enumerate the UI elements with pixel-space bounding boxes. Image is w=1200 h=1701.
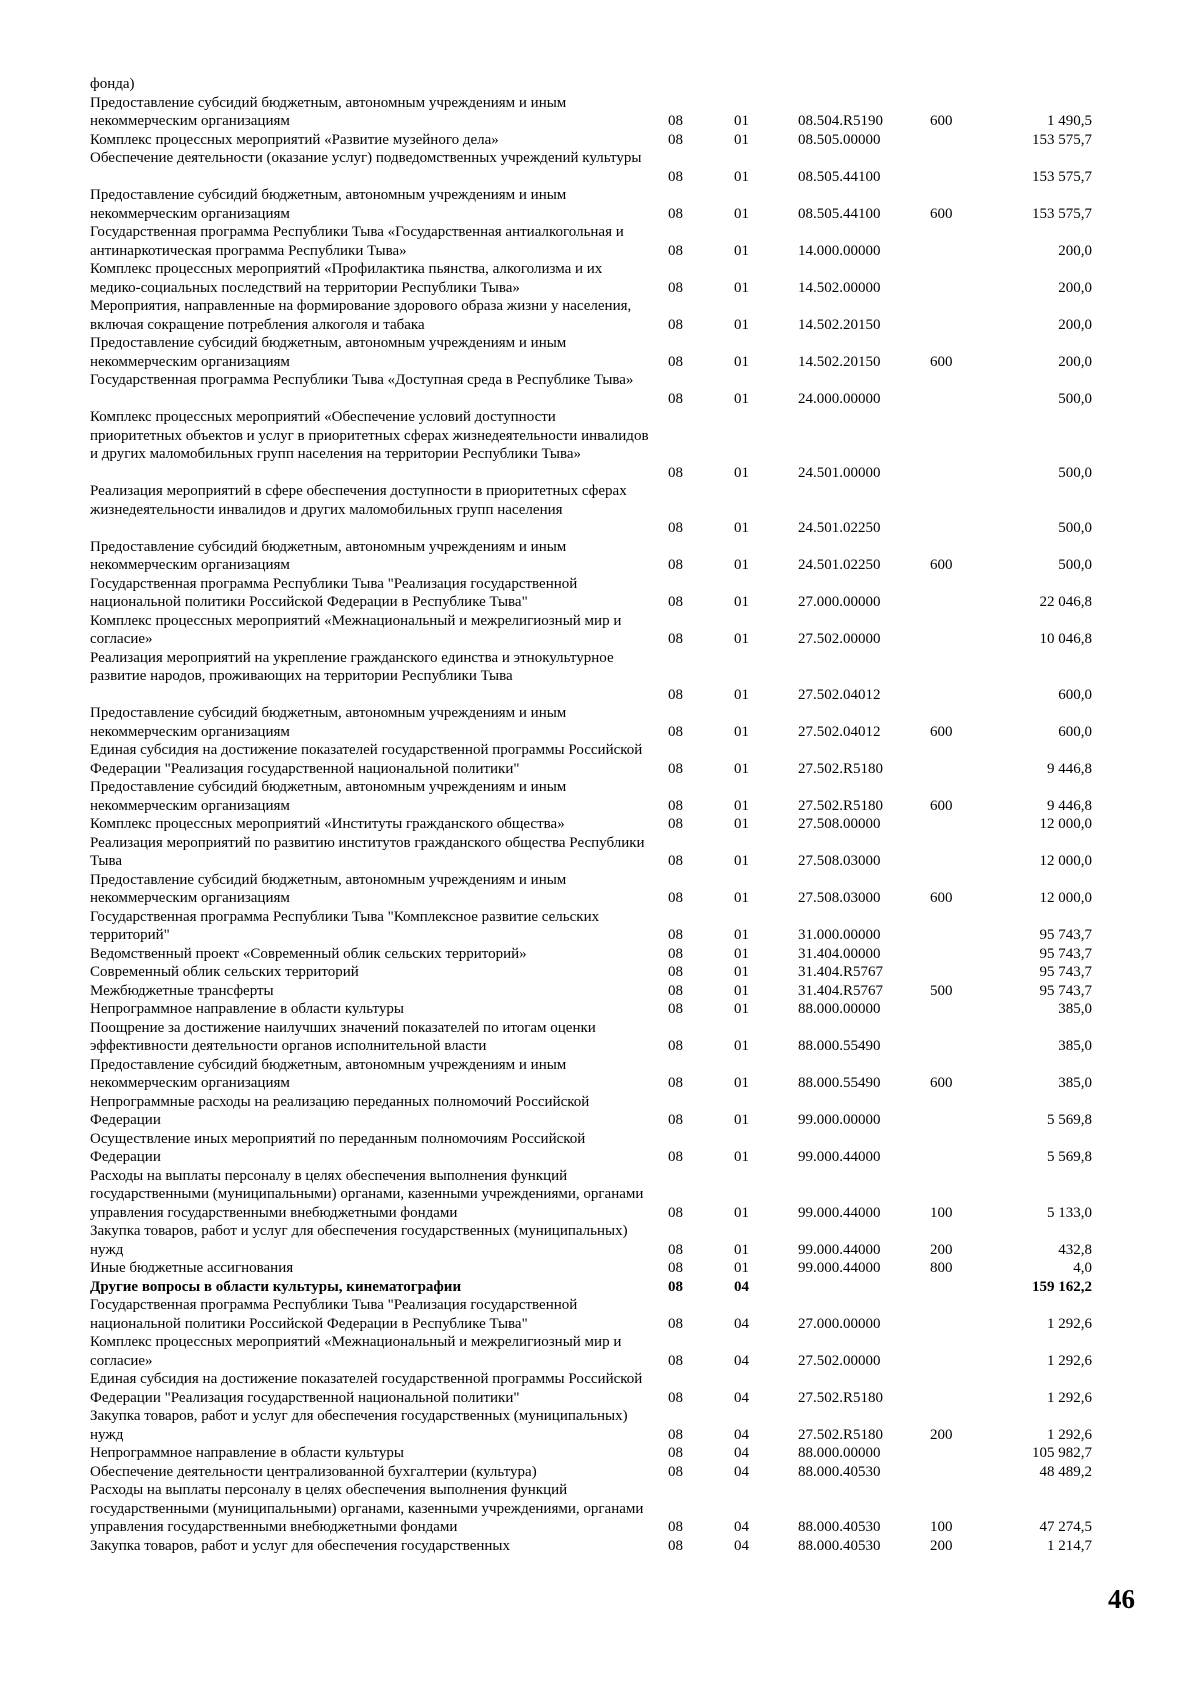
expense-type-code: 600 — [930, 797, 953, 814]
section-code: 08 — [668, 279, 683, 296]
expense-type-code: 600 — [930, 890, 953, 906]
subsection-code: 01 — [734, 1075, 749, 1091]
amount: 153 575,7 — [1032, 168, 1092, 185]
amount: 432,8 — [1058, 1241, 1092, 1258]
amount: 10 046,8 — [1039, 631, 1092, 647]
target-article-code: 88.000.55490 — [798, 1075, 881, 1091]
target-article-code: 08.504.R5190 — [798, 113, 884, 129]
row-name: Обеспечение деятельности (оказание услуг) подведомственных учреждений культуры — [90, 150, 642, 166]
target-article-code: 27.508.03000 — [798, 853, 881, 869]
table-row — [0, 1407, 1200, 1444]
subsection-code: 01 — [734, 945, 749, 962]
row-name: Закупка товаров, работ и услуг для обеспечения государственных — [90, 1537, 511, 1554]
subsection-code: 01 — [734, 927, 749, 943]
table-row — [0, 1481, 1200, 1537]
section-code: 08 — [668, 353, 683, 370]
subsection-code: 01 — [734, 1112, 749, 1128]
section-code: 08 — [668, 316, 683, 333]
subsection-code: 01 — [734, 1260, 749, 1276]
subsection-code: 01 — [734, 242, 749, 259]
table-row — [0, 94, 1200, 131]
target-article-code: 27.000.00000 — [798, 594, 881, 610]
section-code: 08 — [668, 1315, 683, 1332]
section-code: 08 — [668, 1445, 683, 1461]
target-article-code: 27.502.04012 — [798, 723, 881, 740]
table-row — [0, 575, 1200, 612]
section-code: 08 — [668, 945, 683, 962]
target-article-code: 27.502.04012 — [798, 686, 881, 703]
row-name: Комплекс процессных мероприятий «Профилактика пьянства, алкоголизма и их медико-социальных последствий на территории Республики Тыва» — [90, 261, 603, 296]
amount: 200,0 — [1058, 353, 1092, 370]
amount: 500,0 — [1058, 520, 1092, 536]
row-name: Комплекс процессных мероприятий «Межнациональный и межрелигиозный мир и согласие» — [90, 612, 622, 647]
target-article-code: 99.000.44000 — [798, 1260, 881, 1276]
subsection-code: 01 — [734, 1241, 749, 1258]
table-row — [0, 963, 1200, 982]
target-article-code: 88.000.40530 — [798, 1519, 881, 1535]
section-code: 08 — [668, 853, 683, 869]
target-article-code: 14.502.20150 — [798, 316, 881, 333]
section-code: 08 — [668, 131, 683, 148]
expense-type-code: 200 — [930, 1241, 953, 1258]
section-code: 08 — [668, 1112, 683, 1128]
amount: 600,0 — [1058, 686, 1092, 703]
subsection-code: 01 — [734, 205, 749, 222]
row-name: Другие вопросы в области культуры, кинематографии — [90, 1278, 462, 1295]
row-name: Мероприятия, направленные на формирование здорового образа жизни у населения, включая сокращение потребления алкоголя и табака — [90, 298, 632, 333]
amount: 5 569,8 — [1047, 1149, 1092, 1165]
row-name: Реализация мероприятий на укрепление гражданского единства и этнокультурное развитие народов, проживающих на территории Республики Тыва — [90, 649, 614, 684]
target-article-code: 88.000.00000 — [798, 1445, 881, 1461]
subsection-code: 01 — [734, 557, 749, 573]
target-article-code: 88.000.40530 — [798, 1537, 881, 1554]
amount: 48 489,2 — [1039, 1463, 1092, 1480]
target-article-code: 88.000.00000 — [798, 1001, 881, 1017]
expense-type-code: 500 — [930, 982, 953, 999]
row-name: фонда) — [90, 76, 135, 92]
amount: 22 046,8 — [1039, 594, 1092, 610]
section-code: 08 — [668, 520, 683, 536]
subsection-code: 01 — [734, 964, 749, 980]
subsection-code: 01 — [734, 1204, 749, 1221]
subsection-code: 04 — [734, 1445, 749, 1461]
section-code: 08 — [668, 890, 683, 906]
table-row — [0, 815, 1200, 834]
table-row — [0, 1222, 1200, 1259]
row-name: Государственная программа Республики Тыва «Доступная среда в Республике Тыва» — [90, 372, 634, 388]
subsection-code: 01 — [734, 890, 749, 906]
row-name: Осуществление иных мероприятий по переданным полномочиям Российской Федерации — [90, 1130, 586, 1165]
target-article-code: 27.502.R5180 — [798, 1426, 884, 1443]
section-code: 08 — [668, 816, 683, 832]
expense-type-code: 800 — [930, 1260, 953, 1276]
target-article-code: 27.000.00000 — [798, 1315, 881, 1332]
target-article-code: 27.502.R5180 — [798, 797, 884, 814]
table-row — [0, 371, 1200, 408]
row-name: Обеспечение деятельности централизованной бухгалтерии (культура) — [90, 1463, 537, 1480]
row-name: Государственная программа Республики Тыва "Комплексное развитие сельских территорий" — [90, 908, 600, 943]
table-row — [0, 131, 1200, 150]
row-name: Предоставление субсидий бюджетным, автономным учреждениям и иным некоммерческим организациям — [90, 705, 567, 740]
expense-type-code: 600 — [930, 113, 953, 129]
target-article-code: 99.000.44000 — [798, 1149, 881, 1165]
amount: 95 743,7 — [1039, 927, 1092, 943]
table-row — [0, 186, 1200, 223]
amount: 95 743,7 — [1039, 982, 1092, 999]
target-article-code: 31.404.R5767 — [798, 964, 884, 980]
amount: 600,0 — [1058, 723, 1092, 740]
table-row — [0, 649, 1200, 705]
row-name: Единая субсидия на достижение показателей государственной программы Российской Федерации "Реализация государственной национальной политики" — [90, 742, 643, 777]
table-row — [0, 1019, 1200, 1056]
table-row — [0, 1333, 1200, 1370]
section-code: 08 — [668, 1001, 683, 1017]
subsection-code: 04 — [734, 1426, 749, 1443]
amount: 153 575,7 — [1032, 205, 1092, 222]
subsection-code: 04 — [734, 1389, 749, 1406]
table-row — [0, 538, 1200, 575]
row-name: Государственная программа Республики Тыва "Реализация государственной национальной политики Российской Федерации в Республике Тыва" — [90, 1297, 578, 1332]
amount: 1 292,6 — [1047, 1352, 1092, 1369]
target-article-code: 27.502.R5180 — [798, 760, 884, 777]
amount: 200,0 — [1058, 279, 1092, 296]
subsection-code: 04 — [734, 1519, 749, 1535]
section-code: 08 — [668, 113, 683, 129]
subsection-code: 01 — [734, 723, 749, 740]
subsection-code: 01 — [734, 279, 749, 296]
section-code: 08 — [668, 1075, 683, 1091]
target-article-code: 24.501.00000 — [798, 464, 881, 481]
target-article-code: 27.508.03000 — [798, 890, 881, 906]
amount: 95 743,7 — [1039, 964, 1092, 980]
subsection-code: 01 — [734, 853, 749, 869]
section-code: 08 — [668, 686, 683, 703]
amount: 200,0 — [1058, 242, 1092, 259]
section-code: 08 — [668, 390, 683, 407]
section-code: 08 — [668, 1389, 683, 1406]
row-name: Поощрение за достижение наилучших значений показателей по итогам оценки эффективности деятельности органов исполнительной власти — [90, 1019, 596, 1054]
amount: 500,0 — [1058, 390, 1092, 407]
section-code: 08 — [668, 1149, 683, 1165]
target-article-code: 31.404.R5767 — [798, 982, 884, 999]
row-name: Непрограммное направление в области культуры — [90, 1001, 404, 1017]
table-row — [0, 1167, 1200, 1223]
table-row — [0, 260, 1200, 297]
expense-type-code: 600 — [930, 1075, 953, 1091]
row-name: Комплекс процессных мероприятий «Институты гражданского общества» — [90, 816, 565, 832]
row-name: Комплекс процессных мероприятий «Обеспечение условий доступности приоритетных объектов и услуг в приоритетных сферах жизнедеятельности инвалидов и других маломобильных групп населения на территории Республики Тыва» — [90, 409, 649, 462]
amount: 105 982,7 — [1032, 1445, 1092, 1461]
row-name: Непрограммное направление в области культуры — [90, 1445, 404, 1461]
amount: 1 214,7 — [1047, 1537, 1092, 1554]
target-article-code: 99.000.44000 — [798, 1204, 881, 1221]
row-name: Государственная программа Республики Тыва "Реализация государственной национальной политики Российской Федерации в Республике Тыва" — [90, 575, 578, 610]
table-row — [0, 297, 1200, 334]
subsection-code: 01 — [734, 113, 749, 129]
section-code: 08 — [668, 1260, 683, 1276]
row-name: Предоставление субсидий бюджетным, автономным учреждениям и иным некоммерческим организациям — [90, 335, 567, 370]
amount: 153 575,7 — [1032, 131, 1092, 148]
section-code: 08 — [668, 1519, 683, 1535]
table-row — [0, 1093, 1200, 1130]
amount: 385,0 — [1058, 1075, 1092, 1091]
row-name: Предоставление субсидий бюджетным, автономным учреждениям и иным некоммерческим организациям — [90, 94, 567, 129]
subsection-code: 04 — [734, 1537, 749, 1554]
amount: 200,0 — [1058, 316, 1092, 333]
row-name: Государственная программа Республики Тыва «Государственная антиалкогольная и антинаркотическая программа Республики Тыва» — [90, 224, 624, 259]
table-row — [0, 1000, 1200, 1019]
expense-type-code: 600 — [930, 205, 953, 222]
table-row — [0, 149, 1200, 186]
table-row — [0, 1463, 1200, 1482]
row-name: Предоставление субсидий бюджетным, автономным учреждениям и иным некоммерческим организациям — [90, 871, 567, 906]
subsection-code: 01 — [734, 464, 749, 481]
row-name: Расходы на выплаты персоналу в целях обеспечения выполнения функций государственными (муниципальными) органами, казенными учреждениями, органами управления государственными внебюджетными фондами — [90, 1167, 644, 1221]
row-name: Единая субсидия на достижение показателей государственной программы Российской Федерации "Реализация государственной национальной политики" — [90, 1371, 643, 1406]
row-name: Межбюджетные трансферты — [90, 982, 274, 999]
subsection-code: 04 — [734, 1315, 749, 1332]
target-article-code: 27.508.00000 — [798, 816, 881, 832]
row-name: Предоставление субсидий бюджетным, автономным учреждениям и иным некоммерческим организациям — [90, 1056, 567, 1091]
section-code: 08 — [668, 760, 683, 777]
table-row — [0, 982, 1200, 1001]
amount: 12 000,0 — [1039, 853, 1092, 869]
target-article-code: 27.502.00000 — [798, 1352, 881, 1369]
target-article-code: 27.502.00000 — [798, 631, 881, 647]
table-row — [0, 704, 1200, 741]
row-name: Реализация мероприятий по развитию институтов гражданского общества Республики Тыва — [90, 834, 645, 869]
target-article-code: 88.000.40530 — [798, 1463, 881, 1480]
section-code: 08 — [668, 1241, 683, 1258]
row-name: Ведомственный проект «Современный облик сельских территорий» — [90, 945, 527, 962]
amount: 4,0 — [1073, 1260, 1092, 1276]
expense-type-code: 600 — [930, 353, 953, 370]
amount: 9 446,8 — [1047, 760, 1092, 777]
amount: 47 274,5 — [1039, 1519, 1092, 1535]
section-code: 08 — [668, 1204, 683, 1221]
row-name: Современный облик сельских территорий — [90, 964, 359, 980]
amount: 1 292,6 — [1047, 1315, 1092, 1332]
expense-type-code: 200 — [930, 1426, 953, 1443]
subsection-code: 01 — [734, 168, 749, 185]
table-row — [0, 1370, 1200, 1407]
section-code: 08 — [668, 205, 683, 222]
amount: 500,0 — [1058, 557, 1092, 573]
table-row — [0, 1537, 1200, 1556]
table-row — [0, 482, 1200, 538]
subsection-code: 01 — [734, 353, 749, 370]
row-name: Непрограммные расходы на реализацию переданных полномочий Российской Федерации — [90, 1093, 590, 1128]
section-code: 08 — [668, 964, 683, 980]
table-row — [0, 75, 1200, 94]
amount: 385,0 — [1058, 1038, 1092, 1054]
row-name: Реализация мероприятий в сфере обеспечения доступности в приоритетных сферах жизнедеятельности инвалидов и других маломобильных групп населения — [90, 483, 627, 518]
subsection-code: 01 — [734, 1149, 749, 1165]
target-article-code: 24.501.02250 — [798, 557, 881, 573]
table-row — [0, 741, 1200, 778]
subsection-code: 01 — [734, 631, 749, 647]
expense-type-code: 100 — [930, 1204, 953, 1221]
subsection-code: 01 — [734, 316, 749, 333]
section-code: 08 — [668, 927, 683, 943]
target-article-code: 31.000.00000 — [798, 927, 881, 943]
subsection-code: 04 — [734, 1278, 749, 1295]
amount: 1 292,6 — [1047, 1426, 1092, 1443]
table-row — [0, 834, 1200, 871]
subsection-code: 01 — [734, 390, 749, 407]
target-article-code: 31.404.00000 — [798, 945, 881, 962]
subsection-code: 01 — [734, 686, 749, 703]
table-row — [0, 945, 1200, 964]
table-row — [0, 334, 1200, 371]
section-code: 08 — [668, 797, 683, 814]
section-code: 08 — [668, 1426, 683, 1443]
subsection-code: 01 — [734, 797, 749, 814]
row-name: Расходы на выплаты персоналу в целях обеспечения выполнения функций государственными (муниципальными) органами, казенными учреждениями, органами управления государственными внебюджетными фондами — [90, 1482, 644, 1535]
row-name: Предоставление субсидий бюджетным, автономным учреждениям и иным некоммерческим организациям — [90, 779, 567, 814]
subsection-code: 01 — [734, 1038, 749, 1054]
target-article-code: 24.501.02250 — [798, 520, 881, 536]
section-code: 08 — [668, 631, 683, 647]
row-name: Закупка товаров, работ и услуг для обеспечения государственных (муниципальных) нужд — [90, 1408, 628, 1443]
target-article-code: 08.505.44100 — [798, 168, 881, 185]
table-row — [0, 1296, 1200, 1333]
section-code: 08 — [668, 1352, 683, 1369]
subsection-code: 01 — [734, 982, 749, 999]
subsection-code: 04 — [734, 1463, 749, 1480]
table-row — [0, 1444, 1200, 1463]
amount: 1 292,6 — [1047, 1389, 1092, 1406]
row-name: Закупка товаров, работ и услуг для обеспечения государственных (муниципальных) нужд — [90, 1223, 628, 1258]
subsection-code: 01 — [734, 520, 749, 536]
target-article-code: 88.000.55490 — [798, 1038, 881, 1054]
table-row — [0, 408, 1200, 482]
amount: 5 569,8 — [1047, 1112, 1092, 1128]
section-code: 08 — [668, 982, 683, 999]
row-name: Комплекс процессных мероприятий «Межнациональный и межрелигиозный мир и согласие» — [90, 1334, 622, 1369]
section-code: 08 — [668, 242, 683, 259]
subsection-code: 01 — [734, 760, 749, 777]
table-row — [0, 1130, 1200, 1167]
amount: 159 162,2 — [1032, 1278, 1092, 1295]
table-row — [0, 778, 1200, 815]
target-article-code: 14.502.00000 — [798, 279, 881, 296]
section-code: 08 — [668, 464, 683, 481]
section-code: 08 — [668, 594, 683, 610]
target-article-code: 27.502.R5180 — [798, 1389, 884, 1406]
section-code: 08 — [668, 168, 683, 185]
expense-type-code: 100 — [930, 1519, 953, 1535]
section-code: 08 — [668, 1278, 683, 1295]
amount: 385,0 — [1058, 1001, 1092, 1017]
table-row — [0, 908, 1200, 945]
expense-type-code: 600 — [930, 557, 953, 573]
section-code: 08 — [668, 1463, 683, 1480]
subsection-code: 01 — [734, 131, 749, 148]
subsection-code: 04 — [734, 1352, 749, 1369]
target-article-code: 99.000.00000 — [798, 1112, 881, 1128]
expense-type-code: 600 — [930, 723, 953, 740]
table-row — [0, 871, 1200, 908]
section-code: 08 — [668, 723, 683, 740]
amount: 95 743,7 — [1039, 945, 1092, 962]
amount: 500,0 — [1058, 464, 1092, 481]
amount: 9 446,8 — [1047, 797, 1092, 814]
subsection-code: 01 — [734, 594, 749, 610]
table-row — [0, 1259, 1200, 1278]
row-name: Предоставление субсидий бюджетным, автономным учреждениям и иным некоммерческим организациям — [90, 187, 567, 222]
target-article-code: 08.505.00000 — [798, 131, 881, 148]
amount: 12 000,0 — [1039, 890, 1092, 906]
section-code: 08 — [668, 1537, 683, 1554]
row-name: Иные бюджетные ассигнования — [90, 1260, 294, 1276]
subsection-code: 01 — [734, 816, 749, 832]
amount: 5 133,0 — [1047, 1204, 1092, 1221]
row-name: Предоставление субсидий бюджетным, автономным учреждениям и иным некоммерческим организациям — [90, 538, 567, 573]
expense-type-code: 200 — [930, 1537, 953, 1554]
table-row — [0, 223, 1200, 260]
target-article-code: 24.000.00000 — [798, 390, 881, 407]
amount: 1 490,5 — [1047, 113, 1092, 129]
target-article-code: 14.000.00000 — [798, 242, 881, 259]
row-name: Комплекс процессных мероприятий «Развитие музейного дела» — [90, 131, 499, 148]
subsection-code: 01 — [734, 1001, 749, 1017]
amount: 12 000,0 — [1039, 816, 1092, 832]
target-article-code: 14.502.20150 — [798, 353, 881, 370]
target-article-code: 99.000.44000 — [798, 1241, 881, 1258]
page-number: 46 — [1108, 1584, 1135, 1614]
section-code: 08 — [668, 1038, 683, 1054]
table-row — [0, 612, 1200, 649]
table-row — [0, 1056, 1200, 1093]
table-row — [0, 1278, 1200, 1297]
section-code: 08 — [668, 557, 683, 573]
target-article-code: 08.505.44100 — [798, 205, 881, 222]
